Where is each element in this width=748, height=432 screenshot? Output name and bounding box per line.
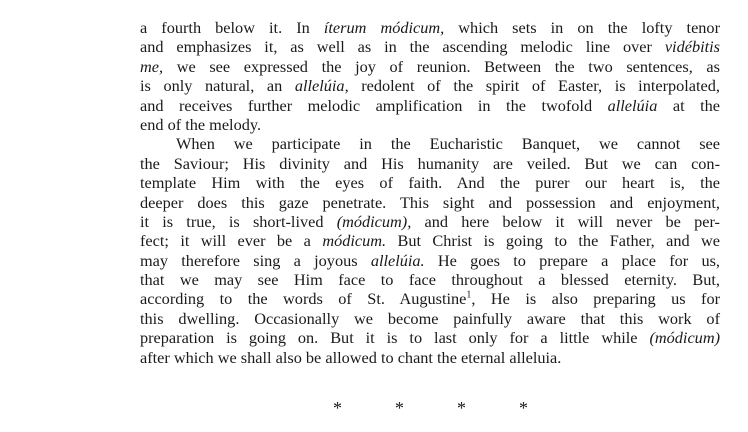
- text-run: end of the melody.: [140, 114, 262, 134]
- text-line: [140, 96, 720, 115]
- italic-latin-term: (módicum): [649, 328, 720, 348]
- text-run: which sets in on the lofty tenor: [444, 18, 720, 37]
- body-text: [140, 18, 720, 367]
- text-line: [140, 328, 720, 347]
- text-line: [140, 154, 720, 173]
- text-run: deeper does this gaze penetrate. This sight and possession and enjoyment,: [140, 192, 720, 212]
- italic-latin-term: íterum módicum,: [323, 18, 445, 37]
- text-line: [140, 57, 720, 76]
- italic-latin-term: (módicum),: [336, 211, 412, 231]
- text-run: at the: [657, 95, 721, 115]
- text-line: [140, 193, 720, 212]
- italic-latin-term: allelúia,: [294, 76, 349, 96]
- text-run: redolent of the spirit of Easter, is interpolated,: [348, 76, 720, 96]
- separator-asterisk: *: [519, 398, 528, 418]
- text-run: and receives further melodic amplification in the twofold: [140, 95, 608, 115]
- text-run: a fourth below it. In: [140, 18, 324, 37]
- text-line: [140, 251, 720, 270]
- text-run: the Saviour; His divinity and His humanity are veiled. But we can con-: [140, 153, 720, 173]
- text-run: preparation is going on. But it is to last only for a little while: [140, 328, 650, 348]
- text-run: may therefore sing a joyous: [140, 250, 371, 270]
- text-run: He goes to prepare a place for us,: [424, 250, 720, 270]
- text-line: [140, 231, 720, 250]
- italic-latin-term: allelúia.: [370, 250, 425, 270]
- italic-latin-term: me,: [140, 56, 164, 76]
- separator-asterisk: *: [333, 398, 342, 418]
- text-run: we see expressed the joy of reunion. Between the two sentences, as: [163, 56, 720, 76]
- text-line: [140, 270, 720, 289]
- text-run: according to the words of St. Augustine: [140, 289, 467, 309]
- text-run: that we may see Him face to face throughout a blessed eternity. But,: [140, 270, 720, 290]
- text-run: fect; it will ever be a: [140, 231, 323, 251]
- text-run: template Him with the eyes of faith. And the purer our heart is, the: [140, 173, 720, 193]
- separator-asterisk: *: [457, 398, 466, 418]
- text-run: after which we shall also be allowed to chant the eternal alleluia.: [140, 347, 562, 367]
- italic-latin-term: vidébitis: [664, 37, 720, 57]
- separator-asterisk: *: [395, 398, 404, 418]
- text-line: [140, 76, 720, 95]
- text-line: [140, 18, 720, 37]
- text-run: But Christ is going to the Father, and we: [386, 231, 721, 251]
- paragraph-1: [140, 18, 720, 134]
- paragraph-2: [140, 134, 720, 367]
- text-run: is only natural, an: [140, 76, 295, 96]
- text-run: this dwelling. Occasionally we become painfully aware that this work of: [140, 308, 720, 328]
- text-line: [140, 348, 720, 367]
- text-line: [140, 173, 720, 192]
- italic-latin-term: módicum.: [322, 231, 387, 251]
- text-line: [140, 115, 720, 134]
- text-line: [140, 289, 720, 308]
- italic-latin-term: allelúia: [607, 95, 658, 115]
- text-run: When we participate in the Eucharistic Banquet, we cannot see: [176, 134, 720, 154]
- text-run: and emphasizes it, as well as in the ascending melodic line over: [140, 37, 665, 57]
- footnote-marker: 1: [466, 290, 472, 302]
- text-line: [140, 37, 720, 56]
- text-run: , He is also preparing us for: [471, 289, 721, 309]
- text-run: and here below it will never be per-: [411, 211, 720, 231]
- text-line: [140, 134, 720, 153]
- text-run: it is true, is short-lived: [140, 211, 337, 231]
- text-line: [140, 309, 720, 328]
- text-line: [140, 212, 720, 231]
